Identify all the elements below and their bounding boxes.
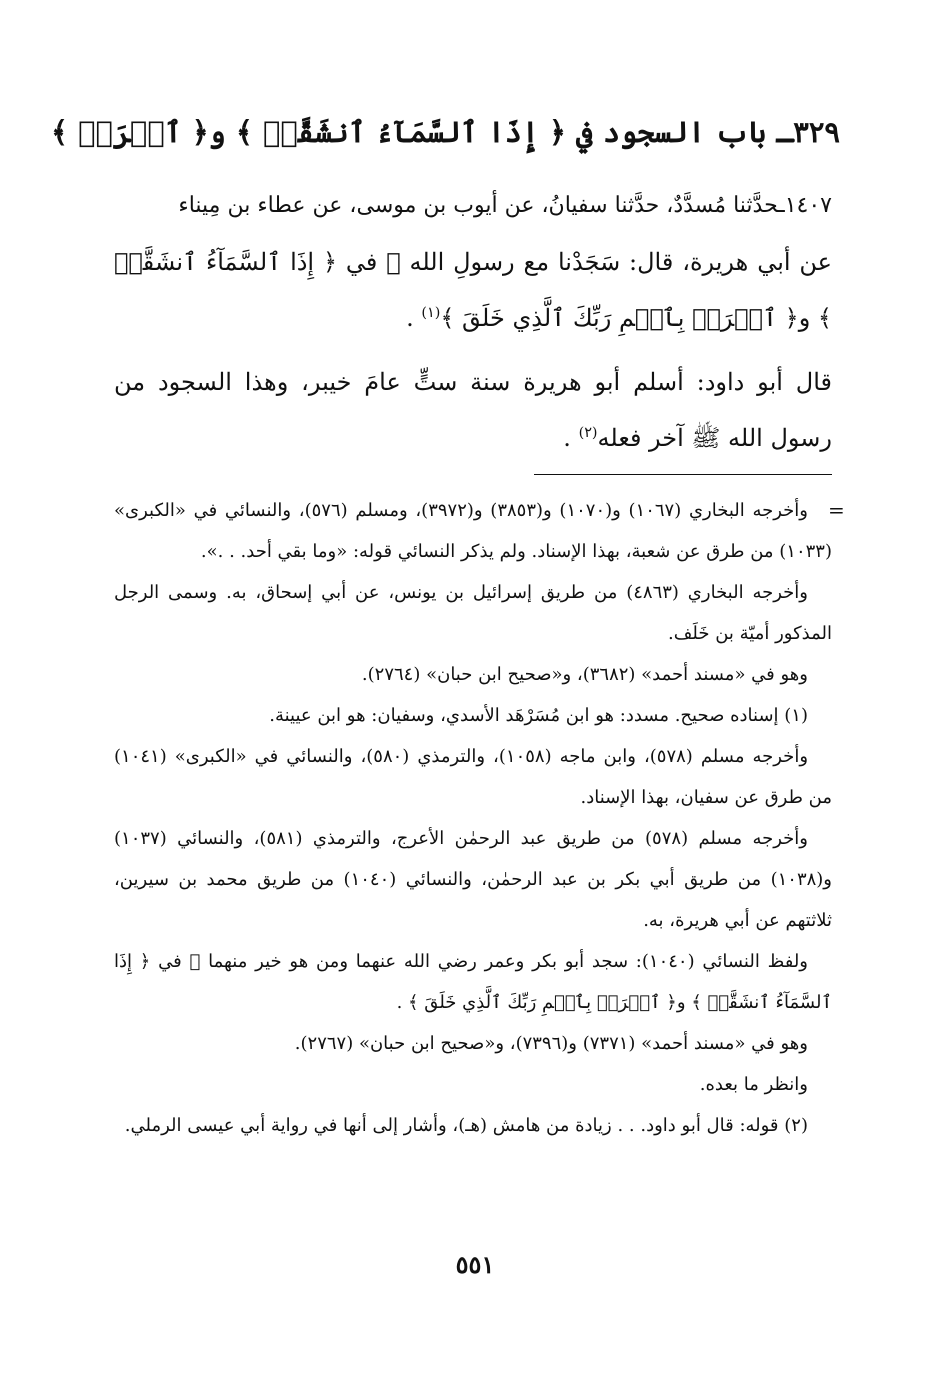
hadith-isnad: ١٤٠٧ـحدَّثنا مُسدَّدٌ، حدَّثنا سفيانُ، عن أيوب بن موسى، عن عطاء بن مِيناء [178,193,832,218]
footnote-line: وهو في «مسند أحمد» (٣٦٨٢)، و«صحيح ابن حبان» (٢٧٦٤). [361,664,808,685]
footnote-line: ولفظ النسائي (١٠٤٠): سجد أبو بكر وعمر رضي الله عنهما ومن هو خير منهما ﷺ في ﴿ إِذَا ٱلسَّمَآءُ ٱنشَقَّتۡ ﴾ و﴿ ٱقۡرَأۡ بِٱسۡمِ رَبِّكَ ٱلَّذِي خَلَقَ ﴾ . [114,951,832,1013]
continuation-mark: = [828,498,845,522]
page-number: ٥٥١ [455,1250,495,1279]
footnote-line: وأخرجه مسلم (٥٧٨) من طريق عبد الرحمٰن الأعرج، والترمذي (٥٨١)، والنسائي (١٠٣٧) و(١٠٣٨) من طريق أبي بكر بن عبد الرحمٰن، والنسائي (١٠٤٠) من طريق محمد بن سيرين، ثلاثتهم عن أبي هريرة، به. [114,828,832,931]
footnote-ref-2[interactable]: (٢) [578,425,598,441]
hadith-matn-text: عن أبي هريرة، قال: سَجَدْنا مع رسولِ الله ﷺ في ﴿ إِذَا ٱلسَّمَآءُ ٱنشَقَّتۡ ﴾ و﴿ ٱقۡرَأۡ بِٱسۡمِ رَبِّكَ ٱلَّذِي خَلَقَ ﴾ [114,248,832,332]
footnote-line: وأخرجه البخاري (١٠٦٧) و(١٠٧٠) و(٣٨٥٣) و(٣٩٧٢)، ومسلم (٥٧٦)، والنسائي في «الكبرى» (١٠٣٣) من طرق عن شعبة، بهذا الإسناد. ولم يذكر النسائي قوله: «وما بقي أحد. . .». [114,500,832,562]
main-text [114,178,832,466]
hadith-matn [114,234,832,346]
footnote-1: (١) إسناده صحيح. مسدد: هو ابن مُسَرْهَد الأسدي، وسفيان: هو ابن عيينة. [269,705,808,726]
chapter-title: ٣٢٩ـ باب السجود في ﴿ إِذَا ٱلسَّمَآءُ ٱنشَقَّتۡ ﴾ و﴿ ٱقۡرَأۡ ﴾ [51,115,840,149]
footnote-divider [534,474,832,475]
abu-dawud-comment-end: . [563,424,579,452]
footnote-line: وانظر ما بعده. [699,1074,808,1095]
footnote-line: وأخرجه مسلم (٥٧٨)، وابن ماجه (١٠٥٨)، والترمذي (٥٨٠)، والنسائي في «الكبرى» (١٠٤١) من طرق عن سفيان، بهذا الإسناد. [114,746,832,808]
footnote-line: وهو في «مسند أحمد» (٧٣٧١) و(٧٣٩٦)، و«صحيح ابن حبان» (٢٧٦٧). [294,1033,808,1054]
abu-dawud-comment [114,354,832,466]
abu-dawud-comment-text: قال أبو داود: أسلم أبو هريرة سنة ستٍّ عامَ خيبر، وهذا السجود من رسول الله ﷺ آخر فعله [114,368,832,452]
footnote-2: (٢) قوله: قال أبو داود. . . زيادة من هامش (هـ)، وأشار إلى أنها في رواية أبي عيسى الرملي. [124,1115,808,1136]
hadith-matn-end: . [406,304,422,332]
footnote-ref-1[interactable]: (١) [421,305,441,321]
footnote-line: وأخرجه البخاري (٤٨٦٣) من طريق إسرائيل بن يونس، عن أبي إسحاق، به. وسمى الرجل المذكور أميّة بن خَلَف. [114,582,832,644]
footnotes [114,490,832,1146]
